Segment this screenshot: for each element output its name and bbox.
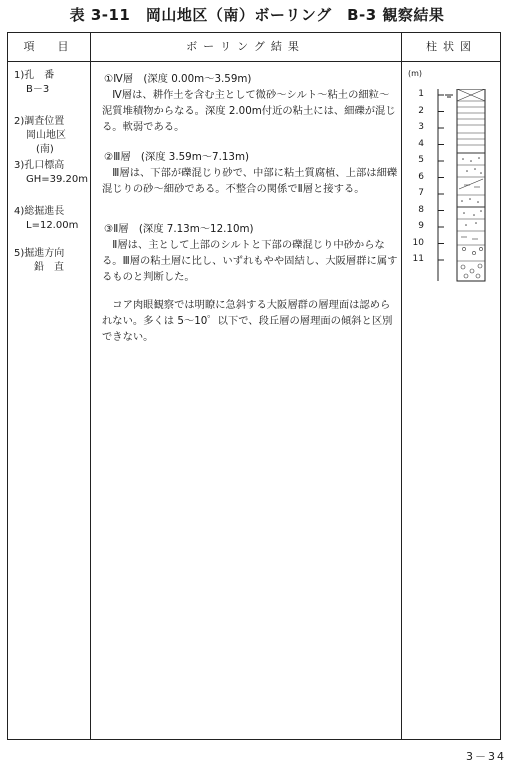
depth-tick-label: 10 [412, 237, 424, 248]
layer-heading: ③Ⅱ層 (深度 7.13m～12.10m) [104, 223, 254, 235]
header-column: 柱状図 [426, 40, 477, 53]
item-value: 岡山地区 [26, 130, 66, 141]
column-divider [401, 33, 402, 739]
depth-tick-label: 6 [418, 171, 424, 182]
core-observation-note [102, 297, 398, 345]
layer-heading: ②Ⅲ層 (深度 3.59m～7.13m) [104, 151, 250, 163]
item-value: (南) [36, 144, 54, 155]
item-label: 4)総掘進長 [14, 206, 65, 217]
item-label: 1)孔 番 [14, 70, 55, 81]
item-label: 5)掘進方向 [14, 248, 65, 259]
header-result: ボーリング結果 [186, 40, 305, 53]
table-title: 表 3-11 岡山地区（南）ボーリング B-3 観察結果 [69, 6, 445, 24]
item-value: GH=39.20m [26, 174, 89, 185]
header-item: 項 目 [23, 40, 75, 53]
column-divider [90, 33, 91, 739]
observation-table [7, 32, 501, 740]
item-value: B－3 [26, 84, 50, 95]
depth-tick-label: 8 [418, 204, 424, 215]
layer-description: Ⅱ層は、主として上部のシルトと下部の礫混じり中砂からなる。Ⅲ層の粘土層に比し、いずれもやや固結し、大阪層群に属するものと判断した。 [102, 239, 398, 283]
item-hole-number [14, 69, 54, 97]
header-divider [8, 61, 500, 62]
item-value: L=12.00m [26, 220, 79, 231]
note-text: コア肉眼観察では明瞭に急斜する大阪層群の層理面は認められない。多くは 5～10゜以下で、段丘層の層理面の傾斜と区別できない。 [102, 299, 393, 343]
depth-tick-label: 2 [418, 105, 424, 116]
layer-description: Ⅳ層は、耕作土を含む主として微砂～シルト～粘土の細粒～泥質堆積物からなる。深度 2.00m付近の粘土には、細礫が混じる。軟弱である。 [102, 89, 396, 133]
item-label: 3)孔口標高 [14, 160, 65, 171]
depth-unit: (m) [408, 69, 423, 78]
depth-tick-label: 3 [418, 122, 424, 132]
depth-tick-label: 4 [418, 138, 424, 149]
depth-tick-label: 7 [418, 188, 424, 198]
item-value: 鉛 直 [34, 262, 64, 273]
result-layer-iii [102, 149, 398, 197]
depth-tick-label: 1 [418, 89, 424, 99]
item-survey-location [14, 115, 66, 157]
depth-tick-label: 9 [418, 221, 424, 231]
depth-tick-label: 5 [418, 155, 424, 165]
depth-tick-label: 11 [412, 254, 424, 264]
item-direction [14, 247, 64, 275]
result-layer-iv [102, 71, 398, 135]
boring-column-diagram [428, 89, 490, 289]
item-total-length [14, 205, 78, 233]
item-label: 2)調査位置 [14, 116, 65, 127]
layer-heading: ①Ⅳ層 (深度 0.00m～3.59m) [104, 73, 252, 85]
strata-box [457, 89, 485, 281]
result-layer-ii [102, 221, 398, 285]
layer-description: Ⅲ層は、下部が礫混じり砂で、中部に粘土質腐植、上部は細礫混じりの砂～細砂である。不整合の関係でⅡ層と接する。 [102, 167, 398, 195]
item-elevation [14, 159, 88, 187]
page-number: 3－34 [466, 750, 506, 763]
